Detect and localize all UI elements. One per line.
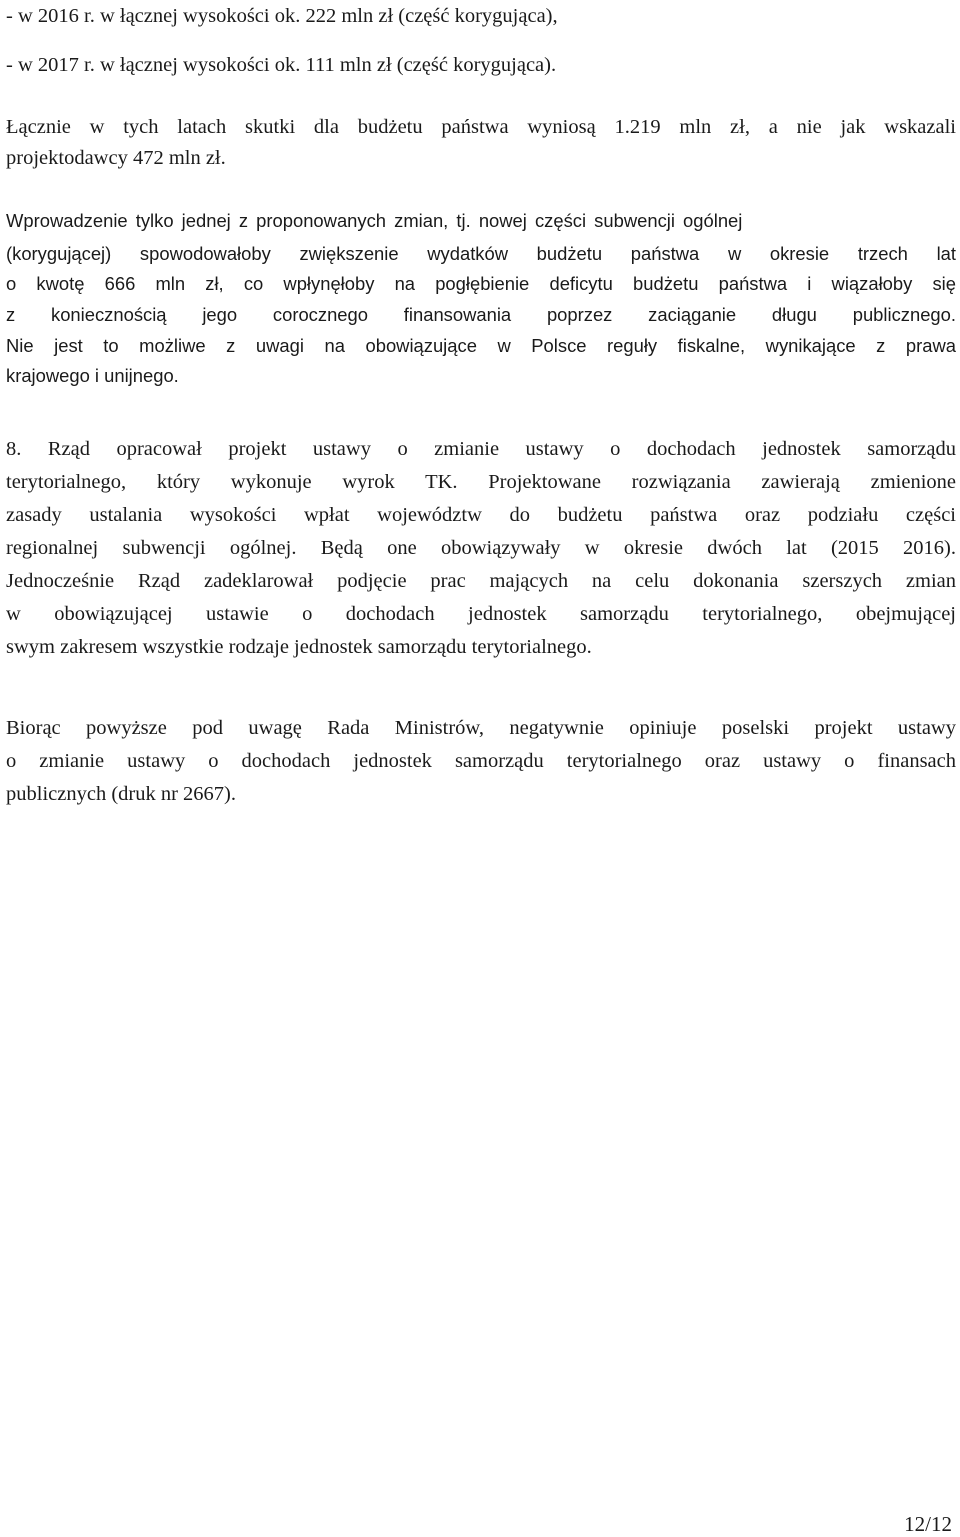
text-line: zasady ustalania wysokości wpłat województw do budżetu państwa oraz podziału części [6,504,956,526]
text-line: terytorialnego, który wykonuje wyrok TK. Projektowane rozwiązania zawierają zmienione [6,471,956,493]
text-line: swym zakresem wszystkie rodzaje jednostek samorządu terytorialnego. [6,636,592,658]
text-line: - w 2017 r. w łącznej wysokości ok. 111 mln zł (część korygująca). [6,54,557,76]
text-line: publicznych (druk nr 2667). [6,783,236,805]
text-line: Łącznie w tych latach skutki dla budżetu państwa wyniosą 1.219 mln zł, a nie jak wskazali [6,116,956,138]
text-line: Jednocześnie Rząd zadeklarował podjęcie prac mających na celu dokonania szerszych zmian [6,570,956,592]
text-line: o kwotę 666 mln zł, co wpłynęłoby na pogłębienie deficytu budżetu państwa i wiązałoby się [6,273,956,294]
text-line: - w 2016 r. w łącznej wysokości ok. 222 mln zł (część korygująca), [6,5,558,27]
text-line: Nie jest to możliwe z uwagi na obowiązujące w Polsce reguły fiskalne, wynikające z prawa [6,335,956,356]
page-number: 12/12 [904,1512,952,1536]
text-line: Biorąc powyższe pod uwagę Rada Ministrów, negatywnie opiniuje poselski projekt ustawy [6,717,956,739]
text-line: regionalnej subwencji ogólnej. Będą one obowiązywały w okresie dwóch lat (2015 2016). [6,537,956,559]
text-line: 8. Rząd opracował projekt ustawy o zmianie ustawy o dochodach jednostek samorządu [6,438,956,460]
text-line: (korygującej) spowodowałoby zwiększenie wydatków budżetu państwa w okresie trzech lat [6,243,956,264]
text-line: w obowiązującej ustawie o dochodach jednostek samorządu terytorialnego, obejmującej [6,603,956,625]
text-line: krajowego i unijnego. [6,365,179,386]
text-line: o zmianie ustawy o dochodach jednostek samorządu terytorialnego oraz ustawy o finansach [6,750,956,772]
text-line: Wprowadzenie tylko jednej z proponowanych zmian, tj. nowej części subwencji ogólnej [6,210,743,231]
text-line: projektodawcy 472 mln zł. [6,147,226,169]
text-line: z koniecznością jego corocznego finansowania poprzez zaciąganie długu publicznego. [6,304,956,325]
